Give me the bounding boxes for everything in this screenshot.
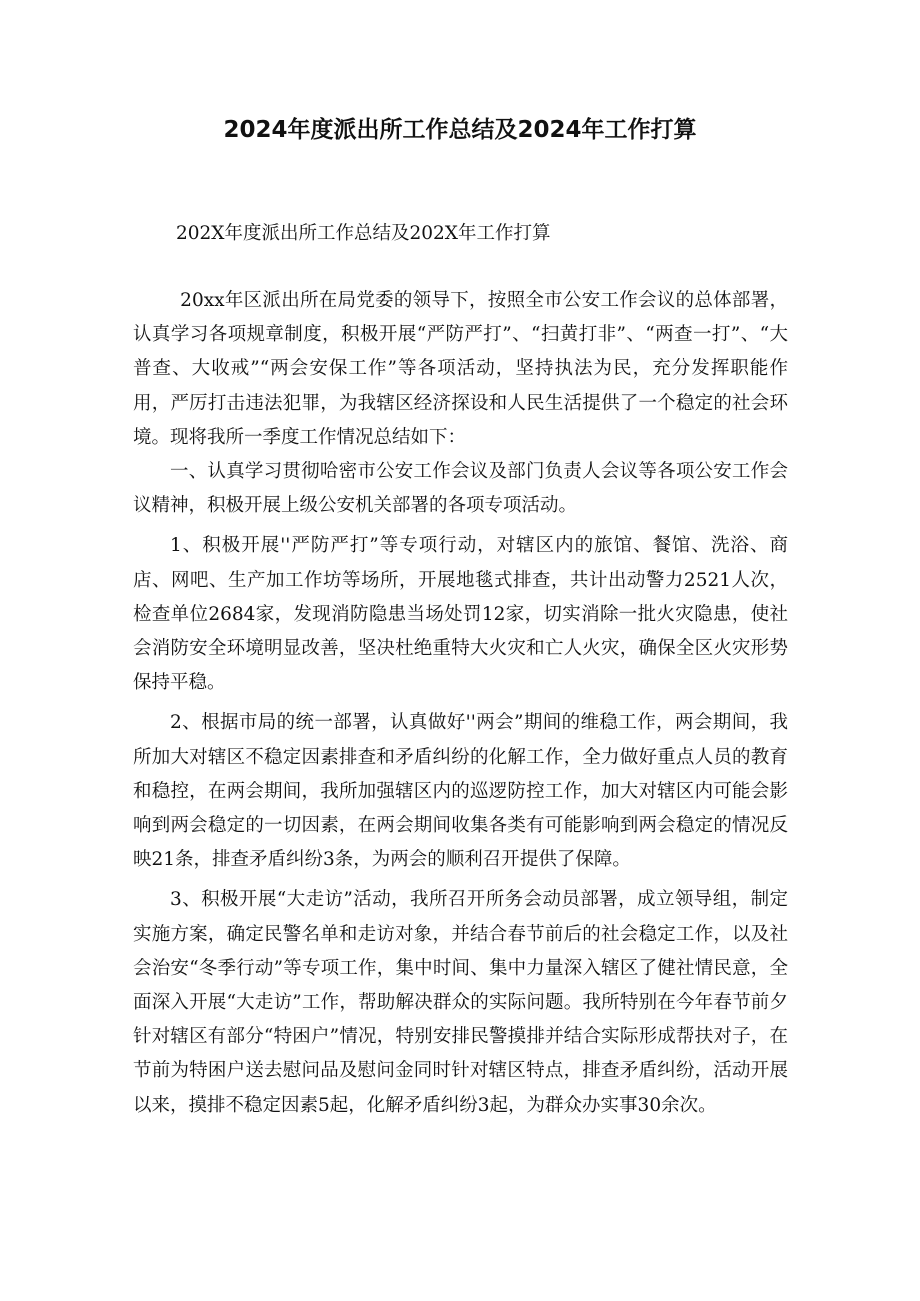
document-title: 2024年度派出所工作总结及2024年工作打算 [223, 117, 697, 143]
paragraph-item-2: 2、根据市局的统一部署，认真做好''两会”期间的维稳工作，两会期间，我所加大对辖区不稳定因素排查和矛盾纠纷的化解工作，全力做好重点人员的教育和稳控，在两会期间，我所加强辖区内的巡逻防控工作，加大对辖区内可能会影响到两会稳定的一切因素，在两会期间收集各类有可能影响到两会稳定的情况反映21条，排查矛盾纠纷3条，为两会的顺利召开提供了保障。 [133, 712, 788, 871]
paragraph-intro: 20xx年区派出所在局党委的领导下，按照全市公安工作会议的总体部署，认真学习各项规章制度，积极开展“严防严打”、“扫黄打非”、“两查一打”、“大普查、大收戒”“两会安保工作”等各项活动，坚持执法为民，充分发挥职能作用，严厉打击违法犯罪，为我辖区经济探设和人民生活提供了一个稳定的社会环境。现将我所一季度工作情况总结如下： [133, 290, 788, 448]
paragraph-section-one: 一、认真学习贯彻哈密市公安工作会议及部门负责人会议等各项公安工作会议精神，积极开展上级公安机关部署的各项专项活动。 [133, 461, 788, 517]
document-subtitle: 202X年度派出所工作总结及202X年工作打算 [176, 223, 551, 244]
document-body [133, 284, 788, 1123]
paragraph-item-3: 3、积极开展“大走访”活动，我所召开所务会动员部署，成立领导组，制定实施方案，确定民警名单和走访对象，并结合春节前后的社会稳定工作，以及社会治安“冬季行动”等专项工作，集中时间、集中力量深入辖区了健社情民意，全面深入开展“大走访”工作，帮助解决群众的实际问题。我所特别在今年春节前夕针对辖区有部分“特困户”情况，特别安排民警摸排并结合实际形成帮扶对子，在节前为特困户送去慰问品及慰问金同时针对辖区特点，排查矛盾纠纷，活动开展以来，摸排不稳定因素5起，化解矛盾纠纷3起，为群众办实事30余次。 [133, 889, 788, 1116]
paragraph-item-1: 1、积极开展''严防严打”等专项行动，对辖区内的旅馆、餐馆、洗浴、商店、网吧、生产加工作坊等场所，开展地毯式排查，共计出动警力2521人次，检查单位2684家，发现消防隐患当场处罚12家，切实消除一批火灾隐患，使社会消防安全环境明显改善，坚决杜绝重特大火灾和亡人火灾，确保全区火灾形势保持平稳。 [133, 535, 788, 694]
